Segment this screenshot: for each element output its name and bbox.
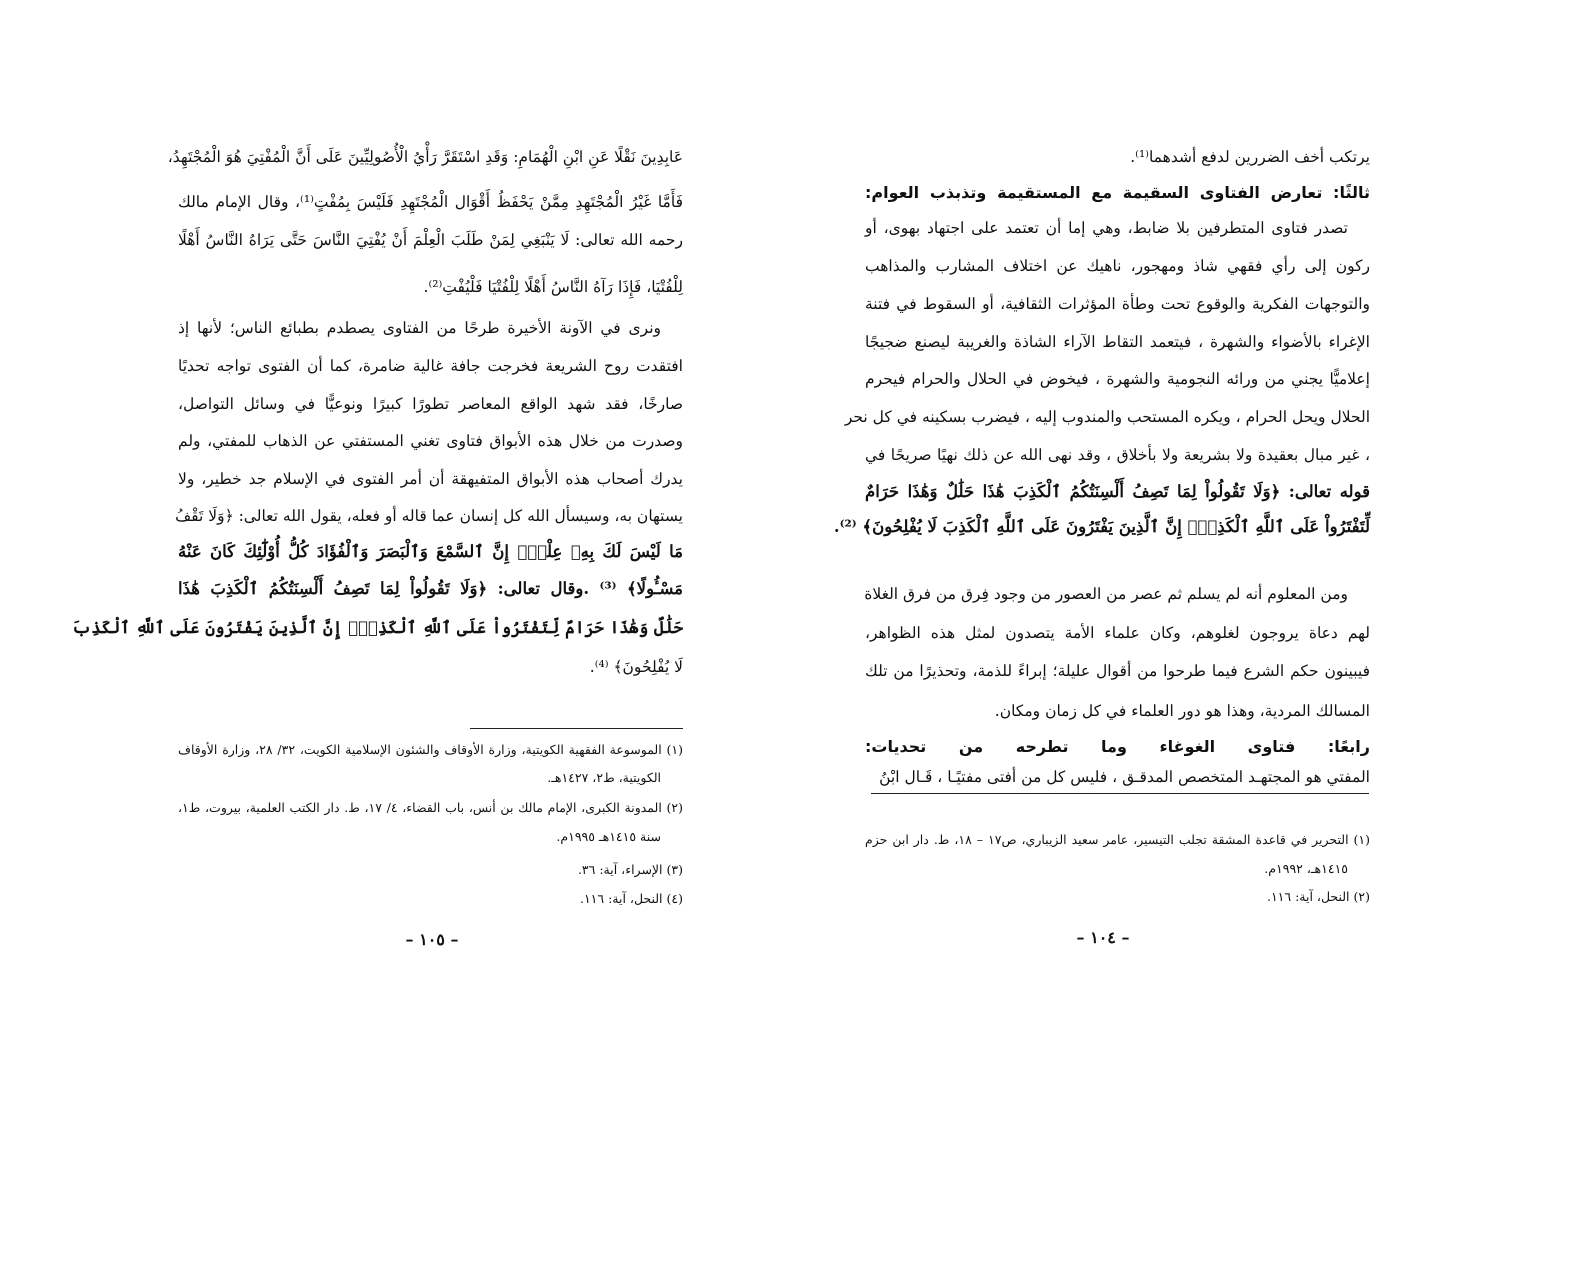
body-text-line: لهم دعاة يروجون لغلوهم، وكان علماء الأمة يتصدون لمثل هذه الظواهر، bbox=[865, 624, 1370, 642]
body-text-line: فيبينون حكم الشرع فيما طرحوا من أقوال عليلة؛ إبراءً للذمة، وتحذيرًا من تلك bbox=[865, 662, 1370, 680]
footnote: الكويتية، ط٢، ١٤٢٧هـ. bbox=[547, 770, 661, 785]
body-text-line: يستهان به، وسيسأل الله كل إنسان عما قاله أو فعله، يقول الله تعالى: ﴿وَلَا تَقْفُ bbox=[175, 507, 683, 525]
footnote: ١٤١٥هـ، ١٩٩٢م. bbox=[1264, 861, 1348, 876]
body-text-line: لَا يُفْلِحُونَ﴾ ⁽⁴⁾. bbox=[589, 658, 683, 676]
body-text-line: المسالك المردية، وهذا هو دور العلماء في كل زمان ومكان. bbox=[994, 702, 1370, 720]
body-text-line: فَأَمَّا غَيْرُ الْمُجْتَهِدِ مِمَّنْ يَحْفَظُ أَقْوَال الْمُجْتَهِدِ فَلَيْسَ بِمُفْتٍ⁽¹⁾، وقال الإمام مالك bbox=[178, 193, 683, 211]
body-text-line: صارخًا، فقد شهد الواقع المعاصر تطورًا كبيرًا ونوعيًّا في وسائل التواصل، bbox=[178, 395, 683, 413]
section-heading: رابعًا: فتاوى الغوغاء وما تطرحه من تحديات: bbox=[865, 737, 1370, 756]
right-page bbox=[793, 0, 1586, 1262]
quran-verse-line: لِّتَفْتَرُواْ عَلَى ٱللَّهِ ٱلْكَذِبَۚ إِنَّ ٱلَّذِينَ يَفْتَرُونَ عَلَى ٱللَّهِ ٱلْكَذِبَ لَا يُفْلِحُونَ﴾ ⁽²⁾. bbox=[833, 517, 1370, 536]
quran-verse-line: قوله تعالى: ﴿وَلَا تَقُولُواْ لِمَا تَصِفُ أَلْسِنَتُكُمُ ٱلْكَذِبَ هَٰذَا حَلَٰلٌ وَهَٰذَا حَرَامٌ bbox=[865, 482, 1370, 501]
body-text-line: عَابِدِينَ نَقْلًا عَنِ ابْنِ الْهُمَامِ: وَقَدِ اسْتَقَرَّ رَأْيُ الْأُصُولِيِّينَ عَلَى أَنَّ الْمُفْتِيَ هُوَ الْمُجْتَهِدُ، bbox=[167, 148, 683, 166]
body-text-line: يدرك أصحاب هذه الأبواق المتفيهقة أن أمر الفتوى في الإسلام جد خطير، ولا bbox=[178, 470, 683, 488]
body-text-line: الحلال ويحل الحرام ، ويكره المستحب والمندوب إليه ، فيضرب بسكينه في كل نحر bbox=[844, 408, 1370, 426]
body-text-line: وصدرت من خلال هذه الأبواق فتاوى تغني المستفتي عن الذهاب للمفتي، ولم bbox=[178, 432, 683, 450]
footnote-separator bbox=[470, 728, 683, 729]
quran-verse-line: مَسْـُٔولًا﴾ ⁽³⁾ .وقال تعالى: ﴿وَلَا تَقُولُواْ لِمَا تَصِفُ أَلْسِنَتُكُمُ ٱلْكَذِبَ هَٰذَا bbox=[178, 579, 683, 598]
body-text-line: يرتكب أخف الضررين لدفع أشدهما⁽¹⁾. bbox=[1130, 148, 1370, 166]
body-text-line: الإغراء بالأضواء والشهرة ، فيتعمد التقاط الآراء الشاذة والغريبة ليصنع ضجيجًا bbox=[865, 333, 1370, 351]
footnote: (١) التحرير في قاعدة المشقة تجلب التيسير، عامر سعيد الزيباري، ص١٧ – ١٨، ط. دار ابن حزم bbox=[865, 832, 1370, 847]
footnote: (١) الموسوعة الفقهية الكويتية، وزارة الأوقاف والشئون الإسلامية الكويت، ٣٢/ ٢٨، وزارة الأوقاف bbox=[178, 742, 684, 757]
body-text-line: ومن المعلوم أنه لم يسلم ثم عصر من العصور من وجود فِرق من فرق الغلاة bbox=[864, 585, 1348, 603]
footnote: (٣) الإسراء، آية: ٣٦. bbox=[577, 862, 683, 877]
body-text-line: رحمه الله تعالى: لَا يَنْبَغِي لِمَنْ طَلَبَ الْعِلْمَ أَنْ يُفْتِيَ النَّاسَ حَتَّى يَرَاهُ النَّاسُ أَهْلًا bbox=[178, 231, 683, 249]
body-text-line: لِلْفُتْيَا، فَإِذَا رَآهُ النَّاسُ أَهْلًا لِلْفُتْيَا فَلْيُفْتِ⁽²⁾. bbox=[423, 278, 683, 296]
page-number: – ١٠٤ – bbox=[1076, 928, 1130, 947]
body-text-line: المفتي هو المجتهـد المتخصص المدقـق ، فليس كل من أفتى مفتيًـا ، قَـال ابْنُ bbox=[879, 768, 1370, 786]
page-number: – ١٠٥ – bbox=[405, 930, 459, 949]
footnote-separator bbox=[871, 793, 1369, 794]
body-text-line: ركون إلى رأي فقهي شاذ ومهجور، ناهيك عن اختلاف المشارب والمذاهب bbox=[865, 257, 1370, 275]
quran-verse-line: حَلَٰلٌ وَهَٰذَا حَرَامٌ لِّتَفْتَرُواْ عَلَى ٱللَّهِ ٱلْكَذِبَۚ إِنَّ ٱلَّذِينَ يَفْتَرُونَ عَلَى ٱللَّهِ ٱلْكَذِبَ bbox=[71, 618, 683, 637]
footnote: (٤) النحل، آية: ١١٦. bbox=[579, 891, 683, 906]
body-text-line: إعلاميًّا يجني من ورائه النجومية والشهرة ، فيخوض في الحلال والحرام فيحرم bbox=[865, 370, 1370, 388]
section-heading: ثالثًا: تعارض الفتاوى السقيمة مع المستقيمة وتذبذب العوام: bbox=[865, 183, 1370, 202]
body-text-line: افتقدت روح الشريعة فخرجت جافة غالية ضامرة، كما أن الفتوى تواجه تحديًا bbox=[178, 357, 683, 375]
body-text-line: تصدر فتاوى المتطرفين بلا ضابط، وهي إما أن تعتمد على اجتهاد بهوى، أو bbox=[865, 219, 1348, 237]
body-text-line: والتوجهات الفكرية والوقوع تحت وطأة المؤثرات الثقافية، أو السقوط في فتنة bbox=[865, 295, 1370, 313]
footnote: سنة ١٤١٥هـ ١٩٩٥م. bbox=[556, 829, 661, 844]
body-text-line: ونرى في الآونة الأخيرة طرحًا من الفتاوى يصطدم بطبائع الناس؛ لأنها إذ bbox=[178, 319, 661, 337]
footnote: (٢) المدونة الكبرى، الإمام مالك بن أنس، باب القضاء، ٤/ ١٧، ط. دار الكتب العلمية، بيروت، ط١، bbox=[178, 800, 683, 815]
body-text-line: ، غير مبال بعقيدة ولا بشريعة ولا بأخلاق ، وقد نهى الله عن ذلك نهيًا صريحًا في bbox=[865, 446, 1370, 464]
quran-verse-line: مَا لَيْسَ لَكَ بِهِۦ عِلْمٌۚ إِنَّ ٱلسَّمْعَ وَٱلْبَصَرَ وَٱلْفُؤَادَ كُلُّ أُوْلَٰٓئِكَ كَانَ عَنْهُ bbox=[178, 542, 683, 561]
footnote: (٢) النحل، آية: ١١٦. bbox=[1266, 889, 1370, 904]
